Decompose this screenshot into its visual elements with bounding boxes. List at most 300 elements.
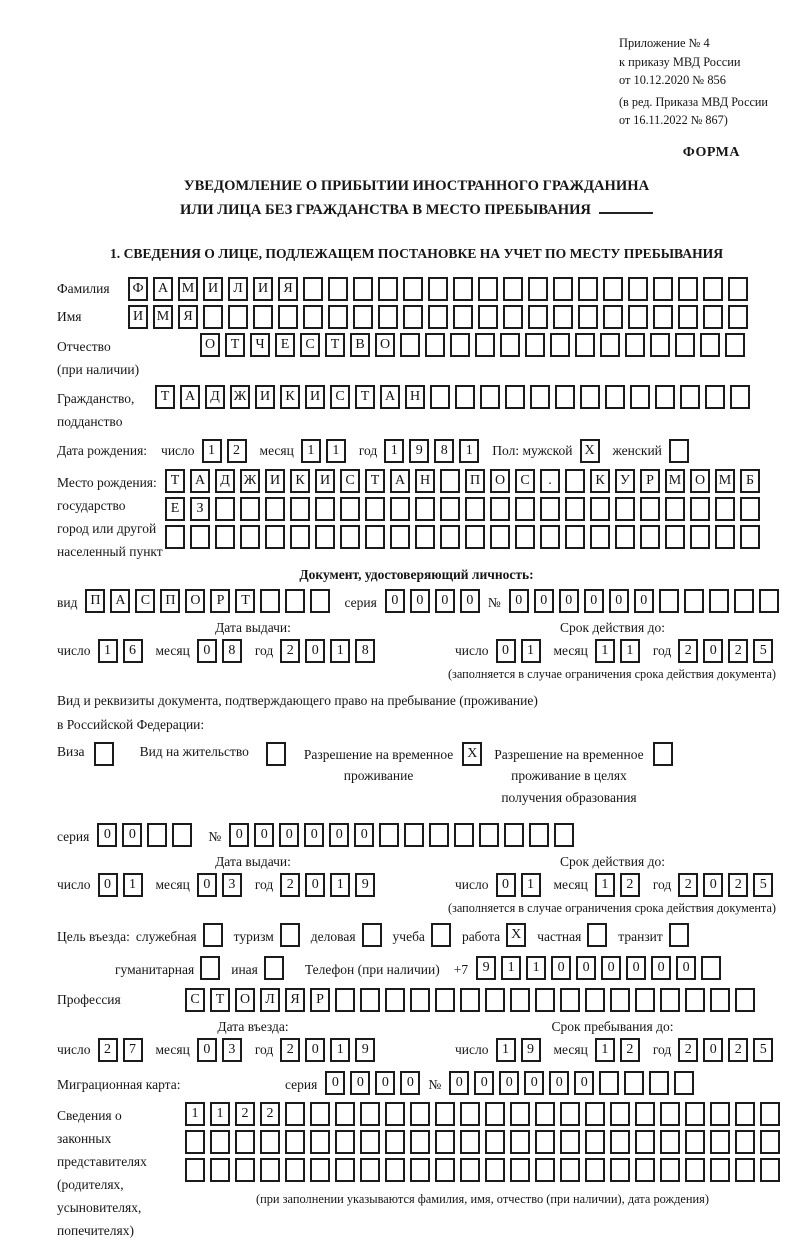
char-cell[interactable]: 0 — [574, 1071, 594, 1095]
char-cell[interactable] — [599, 1071, 619, 1095]
char-cell[interactable]: Р — [210, 589, 230, 613]
char-cell[interactable] — [709, 589, 729, 613]
char-cell[interactable] — [280, 923, 300, 947]
char-cell[interactable]: 0 — [197, 639, 217, 663]
char-cell[interactable] — [550, 333, 570, 357]
char-cell[interactable] — [415, 497, 435, 521]
char-cell[interactable]: 7 — [123, 1038, 143, 1062]
char-cell[interactable]: 0 — [375, 1071, 395, 1095]
char-cell[interactable] — [265, 497, 285, 521]
char-cell[interactable]: 1 — [202, 439, 222, 463]
char-cell[interactable]: 2 — [235, 1102, 255, 1126]
char-cell[interactable]: 0 — [576, 956, 596, 980]
char-cell[interactable] — [669, 439, 689, 463]
char-cell[interactable] — [340, 497, 360, 521]
char-cell[interactable] — [485, 1130, 505, 1154]
char-cell[interactable]: 0 — [279, 823, 299, 847]
char-cell[interactable] — [585, 1158, 605, 1182]
char-cell[interactable]: 0 — [524, 1071, 544, 1095]
char-cell[interactable] — [715, 525, 735, 549]
char-cell[interactable]: З — [190, 497, 210, 521]
char-cell[interactable]: 0 — [385, 589, 405, 613]
char-cell[interactable]: 2 — [98, 1038, 118, 1062]
char-cell[interactable] — [435, 1102, 455, 1126]
char-cell[interactable] — [535, 988, 555, 1012]
char-cell[interactable]: 2 — [728, 1038, 748, 1062]
char-cell[interactable]: 0 — [449, 1071, 469, 1095]
char-cell[interactable] — [415, 525, 435, 549]
char-cell[interactable]: 1 — [330, 1038, 350, 1062]
char-cell[interactable]: 0 — [354, 823, 374, 847]
char-cell[interactable] — [535, 1158, 555, 1182]
char-cell[interactable]: Я — [178, 305, 198, 329]
char-cell[interactable] — [705, 385, 725, 409]
char-cell[interactable] — [690, 525, 710, 549]
char-cell[interactable]: 8 — [434, 439, 454, 463]
char-cell[interactable]: 2 — [728, 639, 748, 663]
char-cell[interactable]: 8 — [222, 639, 242, 663]
char-cell[interactable] — [703, 277, 723, 301]
char-cell[interactable] — [560, 988, 580, 1012]
char-cell[interactable]: Л — [228, 277, 248, 301]
char-cell[interactable]: 5 — [753, 873, 773, 897]
char-cell[interactable]: 1 — [521, 639, 541, 663]
char-cell[interactable]: П — [85, 589, 105, 613]
char-cell[interactable] — [485, 1158, 505, 1182]
char-cell[interactable] — [264, 956, 284, 980]
char-cell[interactable] — [479, 823, 499, 847]
char-cell[interactable]: Ж — [240, 469, 260, 493]
char-cell[interactable] — [735, 988, 755, 1012]
char-cell[interactable]: 5 — [753, 639, 773, 663]
char-cell[interactable]: 0 — [551, 956, 571, 980]
char-cell[interactable]: А — [110, 589, 130, 613]
char-cell[interactable] — [760, 1158, 780, 1182]
char-cell[interactable]: Д — [215, 469, 235, 493]
char-cell[interactable]: 0 — [460, 589, 480, 613]
char-cell[interactable] — [365, 497, 385, 521]
char-cell[interactable]: 2 — [620, 873, 640, 897]
char-cell[interactable]: 0 — [122, 823, 142, 847]
char-cell[interactable] — [435, 1158, 455, 1182]
char-cell[interactable] — [553, 305, 573, 329]
char-cell[interactable]: 1 — [301, 439, 321, 463]
char-cell[interactable]: 0 — [651, 956, 671, 980]
char-cell[interactable]: М — [715, 469, 735, 493]
char-cell[interactable] — [190, 525, 210, 549]
char-cell[interactable]: 2 — [678, 639, 698, 663]
char-cell[interactable] — [315, 525, 335, 549]
char-cell[interactable] — [701, 956, 721, 980]
char-cell[interactable] — [528, 305, 548, 329]
char-cell[interactable]: П — [465, 469, 485, 493]
char-cell[interactable] — [565, 497, 585, 521]
char-cell[interactable] — [431, 923, 451, 947]
char-cell[interactable] — [315, 497, 335, 521]
char-cell[interactable]: А — [153, 277, 173, 301]
char-cell[interactable]: 2 — [280, 873, 300, 897]
char-cell[interactable]: 3 — [222, 873, 242, 897]
char-cell[interactable] — [460, 1102, 480, 1126]
char-cell[interactable] — [310, 1102, 330, 1126]
char-cell[interactable] — [600, 333, 620, 357]
char-cell[interactable] — [403, 277, 423, 301]
char-cell[interactable] — [590, 525, 610, 549]
char-cell[interactable] — [603, 305, 623, 329]
char-cell[interactable] — [379, 823, 399, 847]
char-cell[interactable]: 9 — [476, 956, 496, 980]
char-cell[interactable] — [290, 497, 310, 521]
char-cell[interactable] — [335, 988, 355, 1012]
char-cell[interactable]: А — [190, 469, 210, 493]
char-cell[interactable] — [628, 305, 648, 329]
char-cell[interactable]: 0 — [703, 873, 723, 897]
char-cell[interactable]: 2 — [620, 1038, 640, 1062]
char-cell[interactable] — [710, 1130, 730, 1154]
char-cell[interactable] — [285, 1130, 305, 1154]
char-cell[interactable] — [578, 305, 598, 329]
char-cell[interactable]: И — [255, 385, 275, 409]
char-cell[interactable]: 0 — [559, 589, 579, 613]
char-cell[interactable] — [435, 988, 455, 1012]
char-cell[interactable] — [428, 277, 448, 301]
char-cell[interactable]: 0 — [496, 639, 516, 663]
char-cell[interactable]: 1 — [330, 639, 350, 663]
char-cell[interactable] — [478, 277, 498, 301]
char-cell[interactable] — [685, 1158, 705, 1182]
char-cell[interactable] — [390, 497, 410, 521]
char-cell[interactable]: 9 — [409, 439, 429, 463]
char-cell[interactable]: М — [665, 469, 685, 493]
char-cell[interactable] — [510, 1130, 530, 1154]
char-cell[interactable] — [185, 1130, 205, 1154]
char-cell[interactable]: О — [490, 469, 510, 493]
char-cell[interactable] — [360, 1130, 380, 1154]
char-cell[interactable] — [485, 1102, 505, 1126]
char-cell[interactable] — [265, 525, 285, 549]
char-cell[interactable]: К — [290, 469, 310, 493]
char-cell[interactable]: И — [305, 385, 325, 409]
char-cell[interactable]: 0 — [634, 589, 654, 613]
char-cell[interactable] — [365, 525, 385, 549]
char-cell[interactable]: 1 — [384, 439, 404, 463]
char-cell[interactable] — [210, 1130, 230, 1154]
char-cell[interactable] — [565, 469, 585, 493]
char-cell[interactable] — [515, 525, 535, 549]
char-cell[interactable]: 0 — [325, 1071, 345, 1095]
char-cell[interactable]: Т — [355, 385, 375, 409]
char-cell[interactable] — [760, 1102, 780, 1126]
char-cell[interactable] — [454, 823, 474, 847]
char-cell[interactable]: С — [135, 589, 155, 613]
char-cell[interactable]: 0 — [98, 873, 118, 897]
char-cell[interactable]: Л — [260, 988, 280, 1012]
char-cell[interactable] — [215, 497, 235, 521]
char-cell[interactable] — [635, 1102, 655, 1126]
char-cell[interactable]: 0 — [400, 1071, 420, 1095]
char-cell[interactable]: К — [590, 469, 610, 493]
char-cell[interactable] — [587, 923, 607, 947]
char-cell[interactable]: М — [178, 277, 198, 301]
char-cell[interactable] — [610, 1130, 630, 1154]
char-cell[interactable]: 1 — [123, 873, 143, 897]
char-cell[interactable]: 1 — [496, 1038, 516, 1062]
char-cell[interactable]: 1 — [326, 439, 346, 463]
char-cell[interactable] — [310, 1130, 330, 1154]
char-cell[interactable] — [425, 333, 445, 357]
char-cell[interactable] — [553, 277, 573, 301]
char-cell[interactable] — [615, 497, 635, 521]
char-cell[interactable] — [485, 988, 505, 1012]
char-cell[interactable] — [172, 823, 192, 847]
char-cell[interactable] — [585, 1130, 605, 1154]
char-cell[interactable]: Т — [165, 469, 185, 493]
char-cell[interactable] — [335, 1158, 355, 1182]
char-cell[interactable]: Е — [165, 497, 185, 521]
char-cell[interactable]: Р — [310, 988, 330, 1012]
char-cell[interactable]: 1 — [98, 639, 118, 663]
char-cell[interactable]: 0 — [329, 823, 349, 847]
char-cell[interactable] — [303, 277, 323, 301]
char-cell[interactable] — [510, 1158, 530, 1182]
char-cell[interactable]: 1 — [185, 1102, 205, 1126]
char-cell[interactable]: 9 — [521, 1038, 541, 1062]
char-cell[interactable] — [285, 589, 305, 613]
char-cell[interactable]: 0 — [197, 1038, 217, 1062]
char-cell[interactable] — [560, 1158, 580, 1182]
char-cell[interactable] — [490, 525, 510, 549]
char-cell[interactable]: 0 — [626, 956, 646, 980]
char-cell[interactable] — [440, 525, 460, 549]
char-cell[interactable] — [515, 497, 535, 521]
char-cell[interactable] — [504, 823, 524, 847]
char-cell[interactable] — [615, 525, 635, 549]
char-cell[interactable]: 0 — [496, 873, 516, 897]
char-cell[interactable] — [710, 1158, 730, 1182]
char-cell[interactable] — [660, 1102, 680, 1126]
char-cell[interactable]: 0 — [676, 956, 696, 980]
char-cell[interactable] — [660, 988, 680, 1012]
char-cell[interactable] — [385, 1158, 405, 1182]
char-cell[interactable] — [290, 525, 310, 549]
char-cell[interactable] — [725, 333, 745, 357]
char-cell[interactable] — [266, 742, 286, 766]
char-cell[interactable]: Т — [210, 988, 230, 1012]
char-cell[interactable]: 0 — [509, 589, 529, 613]
char-cell[interactable] — [335, 1130, 355, 1154]
char-cell[interactable]: 0 — [435, 589, 455, 613]
char-cell[interactable] — [260, 589, 280, 613]
char-cell[interactable] — [759, 589, 779, 613]
char-cell[interactable]: 2 — [260, 1102, 280, 1126]
char-cell[interactable] — [328, 305, 348, 329]
char-cell[interactable]: Т — [225, 333, 245, 357]
char-cell[interactable] — [360, 1102, 380, 1126]
char-cell[interactable] — [260, 1130, 280, 1154]
char-cell[interactable] — [450, 333, 470, 357]
char-cell[interactable] — [455, 385, 475, 409]
char-cell[interactable] — [503, 277, 523, 301]
char-cell[interactable]: 0 — [197, 873, 217, 897]
char-cell[interactable]: 2 — [280, 1038, 300, 1062]
char-cell[interactable]: И — [315, 469, 335, 493]
char-cell[interactable] — [650, 333, 670, 357]
char-cell[interactable] — [685, 1130, 705, 1154]
char-cell[interactable] — [625, 333, 645, 357]
char-cell[interactable]: 9 — [355, 873, 375, 897]
char-cell[interactable] — [610, 1158, 630, 1182]
char-cell[interactable] — [465, 497, 485, 521]
char-cell[interactable]: И — [128, 305, 148, 329]
char-cell[interactable] — [478, 305, 498, 329]
char-cell[interactable] — [685, 1102, 705, 1126]
char-cell[interactable]: 0 — [229, 823, 249, 847]
char-cell[interactable] — [410, 1158, 430, 1182]
char-cell[interactable] — [603, 277, 623, 301]
char-cell[interactable] — [453, 277, 473, 301]
char-cell[interactable] — [510, 988, 530, 1012]
char-cell[interactable]: 0 — [305, 1038, 325, 1062]
char-cell[interactable]: Я — [278, 277, 298, 301]
char-cell[interactable] — [94, 742, 114, 766]
char-cell[interactable]: 2 — [678, 1038, 698, 1062]
char-cell[interactable] — [428, 305, 448, 329]
char-cell[interactable] — [735, 1130, 755, 1154]
char-cell[interactable] — [665, 497, 685, 521]
char-cell[interactable]: С — [330, 385, 350, 409]
char-cell[interactable] — [390, 525, 410, 549]
char-cell[interactable] — [215, 525, 235, 549]
char-cell[interactable] — [585, 988, 605, 1012]
char-cell[interactable]: М — [153, 305, 173, 329]
char-cell[interactable]: И — [253, 277, 273, 301]
char-cell[interactable]: X — [462, 742, 482, 766]
char-cell[interactable] — [540, 525, 560, 549]
char-cell[interactable]: 1 — [620, 639, 640, 663]
char-cell[interactable]: 0 — [97, 823, 117, 847]
char-cell[interactable]: 0 — [549, 1071, 569, 1095]
char-cell[interactable] — [310, 1158, 330, 1182]
char-cell[interactable] — [460, 1130, 480, 1154]
char-cell[interactable] — [680, 385, 700, 409]
char-cell[interactable]: 0 — [499, 1071, 519, 1095]
char-cell[interactable] — [378, 305, 398, 329]
char-cell[interactable] — [328, 277, 348, 301]
char-cell[interactable] — [605, 385, 625, 409]
char-cell[interactable] — [200, 956, 220, 980]
char-cell[interactable] — [560, 1102, 580, 1126]
char-cell[interactable] — [610, 988, 630, 1012]
char-cell[interactable] — [715, 497, 735, 521]
char-cell[interactable]: О — [200, 333, 220, 357]
char-cell[interactable]: X — [506, 923, 526, 947]
char-cell[interactable] — [360, 988, 380, 1012]
char-cell[interactable] — [678, 305, 698, 329]
char-cell[interactable] — [340, 525, 360, 549]
char-cell[interactable]: 1 — [501, 956, 521, 980]
char-cell[interactable] — [735, 1158, 755, 1182]
char-cell[interactable] — [490, 497, 510, 521]
char-cell[interactable]: П — [160, 589, 180, 613]
char-cell[interactable]: Д — [205, 385, 225, 409]
char-cell[interactable] — [700, 333, 720, 357]
char-cell[interactable] — [554, 823, 574, 847]
char-cell[interactable]: О — [690, 469, 710, 493]
char-cell[interactable]: 0 — [534, 589, 554, 613]
char-cell[interactable]: Б — [740, 469, 760, 493]
char-cell[interactable] — [684, 589, 704, 613]
char-cell[interactable] — [535, 1102, 555, 1126]
char-cell[interactable] — [535, 1130, 555, 1154]
char-cell[interactable]: К — [280, 385, 300, 409]
char-cell[interactable]: 2 — [227, 439, 247, 463]
char-cell[interactable] — [410, 988, 430, 1012]
char-cell[interactable]: 0 — [703, 1038, 723, 1062]
char-cell[interactable] — [185, 1158, 205, 1182]
char-cell[interactable] — [575, 333, 595, 357]
char-cell[interactable]: 0 — [305, 873, 325, 897]
char-cell[interactable] — [630, 385, 650, 409]
char-cell[interactable] — [400, 333, 420, 357]
char-cell[interactable] — [460, 1158, 480, 1182]
char-cell[interactable]: С — [340, 469, 360, 493]
char-cell[interactable] — [240, 497, 260, 521]
char-cell[interactable]: 1 — [595, 873, 615, 897]
char-cell[interactable] — [278, 305, 298, 329]
char-cell[interactable] — [540, 497, 560, 521]
char-cell[interactable] — [260, 1158, 280, 1182]
char-cell[interactable] — [653, 277, 673, 301]
char-cell[interactable] — [285, 1158, 305, 1182]
char-cell[interactable]: Е — [275, 333, 295, 357]
char-cell[interactable] — [410, 1102, 430, 1126]
char-cell[interactable] — [734, 589, 754, 613]
char-cell[interactable] — [678, 277, 698, 301]
char-cell[interactable]: Т — [365, 469, 385, 493]
char-cell[interactable]: Ч — [250, 333, 270, 357]
char-cell[interactable] — [475, 333, 495, 357]
char-cell[interactable] — [590, 497, 610, 521]
char-cell[interactable]: Н — [405, 385, 425, 409]
char-cell[interactable] — [253, 305, 273, 329]
char-cell[interactable] — [240, 525, 260, 549]
char-cell[interactable] — [685, 988, 705, 1012]
char-cell[interactable]: 3 — [222, 1038, 242, 1062]
char-cell[interactable] — [635, 988, 655, 1012]
char-cell[interactable] — [728, 277, 748, 301]
char-cell[interactable]: О — [235, 988, 255, 1012]
char-cell[interactable] — [528, 277, 548, 301]
char-cell[interactable] — [585, 1102, 605, 1126]
char-cell[interactable] — [404, 823, 424, 847]
char-cell[interactable] — [580, 385, 600, 409]
char-cell[interactable] — [740, 525, 760, 549]
char-cell[interactable] — [635, 1158, 655, 1182]
char-cell[interactable] — [430, 385, 450, 409]
char-cell[interactable] — [740, 497, 760, 521]
char-cell[interactable]: 0 — [304, 823, 324, 847]
char-cell[interactable] — [624, 1071, 644, 1095]
char-cell[interactable] — [655, 385, 675, 409]
char-cell[interactable] — [429, 823, 449, 847]
char-cell[interactable]: 1 — [526, 956, 546, 980]
char-cell[interactable] — [285, 1102, 305, 1126]
char-cell[interactable] — [460, 988, 480, 1012]
char-cell[interactable] — [465, 525, 485, 549]
char-cell[interactable]: 1 — [595, 1038, 615, 1062]
char-cell[interactable] — [353, 277, 373, 301]
char-cell[interactable] — [610, 1102, 630, 1126]
